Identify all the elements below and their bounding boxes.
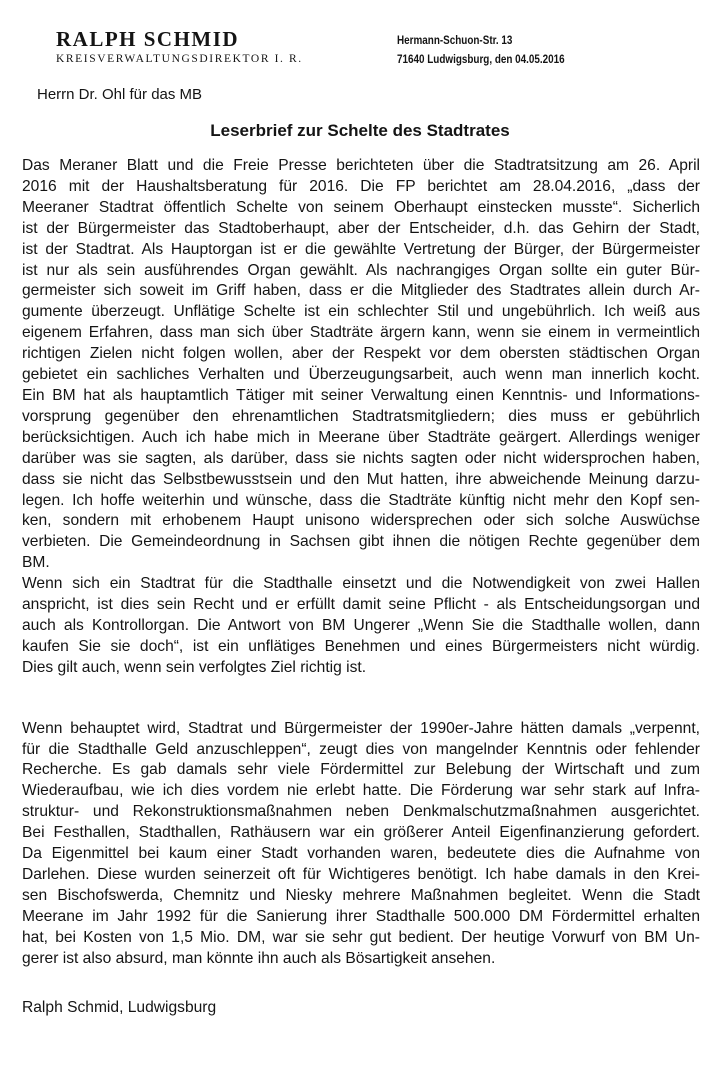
text-line: richtigen Zielen nicht folgen wollen, aber der Respekt vor dem obersten städtischen Organ — [22, 345, 700, 363]
text-line: dass sie nicht das Selbstbewusstsein und den Mut hatten, ihre abweichende Meinung darzu- — [22, 470, 700, 488]
text-line: vorsprung gegenüber den ehrenamtlichen Stadtratsmitgliedern; dies muss er gebührlich — [22, 407, 700, 425]
letter-subject: Leserbrief zur Schelte des Stadtrates — [210, 121, 510, 140]
text-line: struktur- und Rekonstruktionsmaßnahmen neben Denkmalschutzmaßnahmen ausgerichtet. — [22, 803, 700, 821]
text-line: ken, sondern mit erhobenem Haupt unisono widersprechen oder sich solche Auswüchse — [22, 512, 700, 530]
text-line: BM. — [22, 554, 50, 572]
sender-title: KREISVERWALTUNGSDIREKTOR I. R. — [56, 53, 303, 65]
signature: Ralph Schmid, Ludwigsburg — [22, 999, 217, 1016]
paragraph-3 — [22, 719, 700, 970]
text-line: sen Bischofswerda, Chemnitz und Niesky mehrere Maßnahmen begleitet. Wenn die Stadt — [22, 886, 700, 904]
paragraph-2 — [22, 574, 700, 679]
sender-name: RALPH SCHMID — [56, 27, 240, 51]
text-line: ist nur als sein ausführendes Organ gewählt. Als nachrangiges Organ sollte ein guter Bür- — [22, 261, 700, 279]
text-line: Wenn behauptet wird, Stadtrat und Bürgermeister der 1990er-Jahre hätten damals „verpennt, — [22, 719, 700, 737]
sender-street: Hermann-Schuon-Str. 13 — [397, 35, 513, 47]
text-line: für die Stadthalle Geld anzuschleppen“, zeugt dies von mangelnder Kenntnis oder fehlender — [22, 740, 700, 758]
text-line: legen. Ich hoffe weiterhin und wünsche, dass die Stadträte künftig nicht mehr den Kopf sen- — [22, 491, 700, 509]
recipient: Herrn Dr. Ohl für das MB — [37, 86, 203, 103]
sender-address — [397, 32, 565, 70]
text-line: berücksichtigen. Auch ich habe mich in Meerane über Stadträte geärgert. Allerdings weniger — [22, 428, 700, 446]
text-line: ist der Stadtrat. Als Hauptorgan ist er die gewählte Vertretung der Bürger, der Bürgermeister — [22, 240, 700, 258]
text-line: germeister sich soweit im Griff haben, dass er die Mitglieder des Stadtrates allein durch Ar- — [22, 282, 700, 300]
text-line: 2016 mit der Haushaltsberatung für 2016. Die FP berichtet am 28.04.2016, „dass der — [22, 177, 700, 195]
text-line: gerer ist also absurd, man könnte ihn auch als Bösartigkeit ansehen. — [22, 949, 496, 967]
paragraph-gap — [22, 679, 700, 719]
text-line: auch als Kontrollorgan. Die Antwort von BM Ungerer „Wenn Sie die Stadthalle wollen, dann — [22, 616, 700, 634]
text-line: ist der Bürgermeister das Stadtoberhaupt, aber der Entscheider, d.h. das Gehirn der Stadt, — [22, 219, 700, 237]
text-line: Darlehen. Diese wurden seinerzeit oft für Wichtigeres benötigt. Ich habe damals in den Krei- — [22, 866, 700, 883]
text-line: Da Eigenmittel bei kaum einer Stadt vorhanden waren, bedeutete dies die Aufnahme von — [22, 845, 700, 863]
text-line: gebietet ein sachliches Verhalten und Überzeugungsarbeit, auch wenn man innerlich kocht. — [22, 366, 700, 384]
text-line: Bei Festhallen, Stadthallen, Rathäusern war ein größerer Anteil Eigenfinanzierung gefordert. — [22, 824, 700, 842]
text-line: Das Meraner Blatt und die Freie Presse berichteten über die Stadtratsitzung am 26. April — [22, 157, 700, 174]
letter-body — [22, 156, 700, 970]
text-line: Wenn sich ein Stadtrat für die Stadthalle einsetzt und die Notwendigkeit von zwei Hallen — [22, 575, 700, 593]
text-line: hat, bei Kosten von 1,5 Mio. DM, war sie sehr gut bedient. Der heutige Vorwurf von BM Un- — [22, 928, 700, 946]
sender-city-date: 71640 Ludwigsburg, den 04.05.2016 — [397, 54, 565, 66]
text-line: Recherche. Es gab damals sehr viele Fördermittel zur Belebung der Wirtschaft und zum — [22, 761, 700, 779]
text-line: Ein BM hat als hauptamtlich Tätiger mit seiner Verwaltung einen Kenntnis- und Informations- — [22, 386, 700, 404]
paragraph-1 — [22, 156, 700, 574]
text-line: anspricht, ist dies sein Recht und er erfüllt damit seine Pflicht - als Entscheidungsorgan und — [22, 596, 700, 614]
text-line: Dies gilt auch, wenn sein verfolgtes Ziel richtig ist. — [22, 658, 367, 676]
text-line: gumente überzeugt. Unflätige Schelte ist ein schlechter Stil und ungebührlich. Ich weiß aus — [22, 303, 700, 321]
letterhead — [24, 0, 694, 78]
text-line: Wiederaufbau, wie ich dies vordem nie erlebt hatte. Die Förderung war sehr stark auf Infra- — [22, 782, 700, 800]
text-line: darüber was sie sagten, als darüber, dass sie nichts sagten oder nicht widersprochen haben, — [22, 449, 700, 467]
text-line: Meeraner Stadtrat öffentlich Schelte von seinem Oberhaupt einstecken musste“. Sicherlich — [22, 198, 700, 216]
text-line: verbieten. Die Gemeindeordnung in Sachsen gibt ihnen die nötigen Rechte gegenüber dem — [22, 533, 700, 551]
text-line: eigenem Erfahren, dass man sich über Stadträte ärgern kann, wenn sie einem in vermeintlich — [22, 324, 700, 342]
text-line: kaufen Sie sie doch“, ist ein unflätiges Benehmen und eines Bürgermeisters nicht würdig. — [22, 637, 700, 655]
text-line: Meerane im Jahr 1992 für die Sanierung ihrer Stadthalle 500.000 DM Fördermittel erhalten — [22, 907, 700, 925]
